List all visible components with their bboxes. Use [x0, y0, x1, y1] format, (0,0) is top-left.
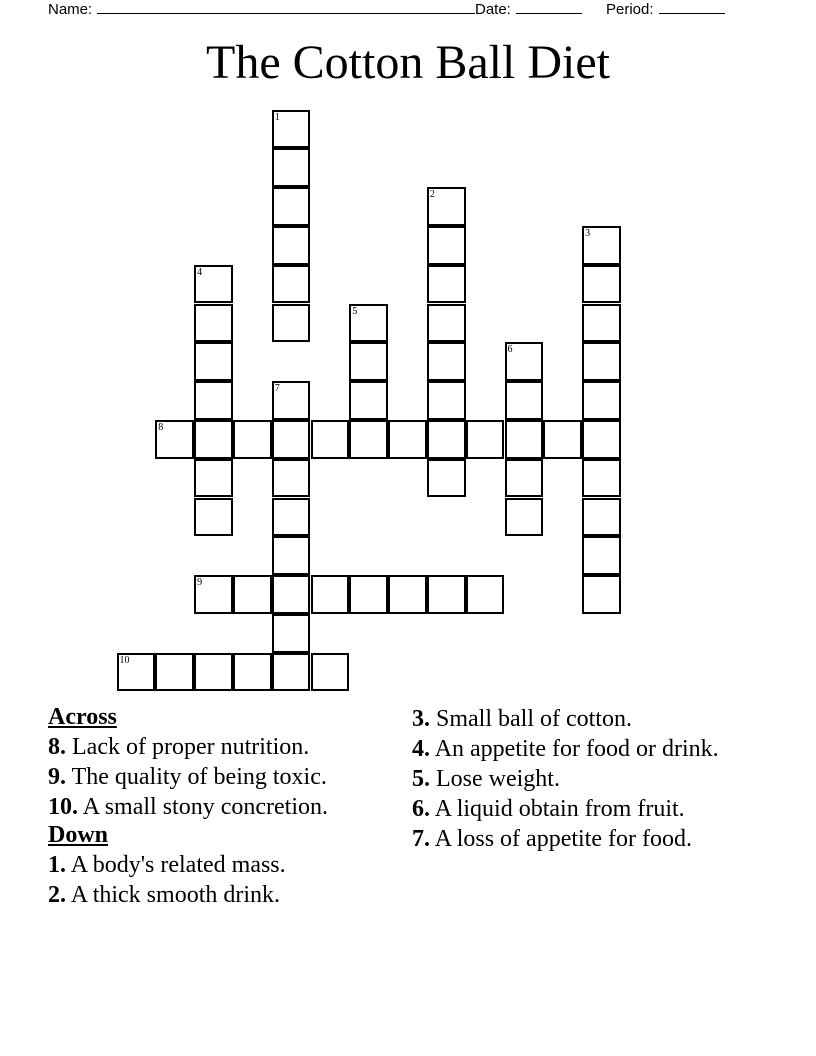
- crossword-cell[interactable]: [427, 459, 466, 498]
- crossword-cell[interactable]: [194, 498, 233, 537]
- crossword-cell[interactable]: [194, 459, 233, 498]
- crossword-cell[interactable]: [311, 653, 350, 692]
- clue-down-4: [412, 735, 732, 763]
- crossword-cell[interactable]: [349, 342, 388, 381]
- crossword-cell[interactable]: [505, 459, 544, 498]
- crossword-cell[interactable]: [427, 381, 466, 420]
- crossword-cell[interactable]: [272, 226, 311, 265]
- clue-text: A liquid obtain from fruit.: [434, 796, 685, 822]
- crossword-cell[interactable]: [233, 420, 272, 459]
- crossword-cell[interactable]: [582, 226, 621, 265]
- crossword-cell[interactable]: [427, 226, 466, 265]
- crossword-cell[interactable]: [505, 420, 544, 459]
- clue-text: Lack of proper nutrition.: [72, 734, 310, 760]
- clue-across-10: [48, 793, 388, 821]
- period-label: Period:: [606, 1, 654, 18]
- clue-number-label: 3: [585, 227, 591, 239]
- crossword-cell[interactable]: [427, 304, 466, 343]
- crossword-cell[interactable]: [349, 575, 388, 614]
- clue-text: A loss of appetite for food.: [434, 826, 692, 852]
- clue-down-5: [412, 765, 732, 793]
- clues-column-right: [412, 703, 732, 853]
- crossword-cell[interactable]: [349, 381, 388, 420]
- crossword-cell[interactable]: [582, 536, 621, 575]
- clue-number: 10.: [48, 794, 78, 820]
- clue-text: An appetite for food or drink.: [434, 736, 719, 762]
- crossword-cell[interactable]: [194, 653, 233, 692]
- crossword-cell[interactable]: [427, 575, 466, 614]
- clue-text: A thick smooth drink.: [70, 882, 281, 908]
- clue-across-8: [48, 733, 388, 761]
- clue-text: A small stony concretion.: [82, 794, 328, 820]
- crossword-cell[interactable]: [155, 653, 194, 692]
- crossword-cell[interactable]: [466, 420, 505, 459]
- crossword-cell[interactable]: [194, 304, 233, 343]
- crossword-cell[interactable]: [272, 110, 311, 149]
- clue-number-label: 7: [274, 383, 280, 395]
- clue-number-label: 4: [197, 266, 203, 278]
- crossword-cell[interactable]: [505, 498, 544, 537]
- clue-down-6: [412, 795, 732, 823]
- clues-column-left: [48, 703, 388, 909]
- crossword-cell[interactable]: [272, 148, 311, 187]
- crossword-cell[interactable]: [427, 187, 466, 226]
- crossword-cell[interactable]: [233, 575, 272, 614]
- clue-number-label: 1: [274, 111, 280, 123]
- name-label: Name:: [48, 1, 93, 18]
- clue-number: 2.: [48, 882, 66, 908]
- crossword-cell[interactable]: [194, 420, 233, 459]
- clue-across-9: [48, 763, 388, 791]
- clue-number: 5.: [412, 766, 430, 792]
- crossword-cell[interactable]: [582, 420, 621, 459]
- crossword-cell[interactable]: [349, 304, 388, 343]
- clue-number: 7.: [412, 826, 430, 852]
- crossword-cell[interactable]: [582, 459, 621, 498]
- page-title: The Cotton Ball Diet: [206, 36, 610, 89]
- clue-number-label: 5: [352, 305, 358, 317]
- clue-text: Small ball of cotton.: [436, 706, 632, 732]
- crossword-cell[interactable]: [582, 265, 621, 304]
- crossword-cell[interactable]: [582, 304, 621, 343]
- crossword-cell[interactable]: [194, 575, 233, 614]
- crossword-cell[interactable]: [272, 536, 311, 575]
- crossword-cell[interactable]: [505, 342, 544, 381]
- crossword-cell[interactable]: [272, 420, 311, 459]
- clue-down-2: [48, 881, 388, 909]
- crossword-cell[interactable]: [427, 342, 466, 381]
- crossword-cell[interactable]: [155, 420, 194, 459]
- crossword-cell[interactable]: [194, 342, 233, 381]
- crossword-cell[interactable]: [117, 653, 156, 692]
- crossword-cell[interactable]: [582, 575, 621, 614]
- crossword-cell[interactable]: [311, 575, 350, 614]
- crossword-cell[interactable]: [272, 614, 311, 653]
- crossword-cell[interactable]: [582, 498, 621, 537]
- date-label: Date:: [475, 1, 511, 18]
- crossword-cell[interactable]: [272, 304, 311, 343]
- clue-number: 1.: [48, 852, 66, 878]
- clue-number: 9.: [48, 764, 66, 790]
- crossword-cell[interactable]: [194, 265, 233, 304]
- crossword-cell[interactable]: [194, 381, 233, 420]
- clue-text: A body's related mass.: [70, 852, 286, 878]
- clue-down-3: [412, 705, 732, 733]
- clue-number-label: 9: [197, 577, 203, 589]
- across-heading: Across: [48, 704, 117, 730]
- clue-number: 3.: [412, 706, 430, 732]
- crossword-cell[interactable]: [349, 420, 388, 459]
- crossword-cell[interactable]: [272, 575, 311, 614]
- crossword-cell[interactable]: [272, 187, 311, 226]
- crossword-cell[interactable]: [466, 575, 505, 614]
- crossword-cell[interactable]: [427, 265, 466, 304]
- crossword-cell[interactable]: [233, 653, 272, 692]
- clue-down-1: [48, 851, 388, 879]
- clue-text: Lose weight.: [436, 766, 560, 792]
- clue-text: The quality of being toxic.: [71, 764, 327, 790]
- clue-number: 4.: [412, 736, 430, 762]
- crossword-cell[interactable]: [272, 653, 311, 692]
- clue-number-label: 10: [119, 654, 130, 666]
- crossword-cell[interactable]: [388, 420, 427, 459]
- down-heading: Down: [48, 822, 109, 848]
- crossword-cell[interactable]: [582, 342, 621, 381]
- clue-number-label: 2: [429, 189, 435, 201]
- clue-number: 8.: [48, 734, 66, 760]
- clue-number: 6.: [412, 796, 430, 822]
- crossword-cell[interactable]: [505, 381, 544, 420]
- clue-number-label: 6: [507, 344, 513, 356]
- clue-down-7: [412, 825, 732, 853]
- crossword-cell[interactable]: [272, 265, 311, 304]
- crossword-cell[interactable]: [272, 459, 311, 498]
- crossword-cell[interactable]: [582, 381, 621, 420]
- crossword-cell[interactable]: [388, 575, 427, 614]
- crossword-cell[interactable]: [543, 420, 582, 459]
- crossword-cell[interactable]: [427, 420, 466, 459]
- clue-number-label: 8: [158, 421, 164, 433]
- crossword-cell[interactable]: [272, 381, 311, 420]
- crossword-cell[interactable]: [311, 420, 350, 459]
- crossword-cell[interactable]: [272, 498, 311, 537]
